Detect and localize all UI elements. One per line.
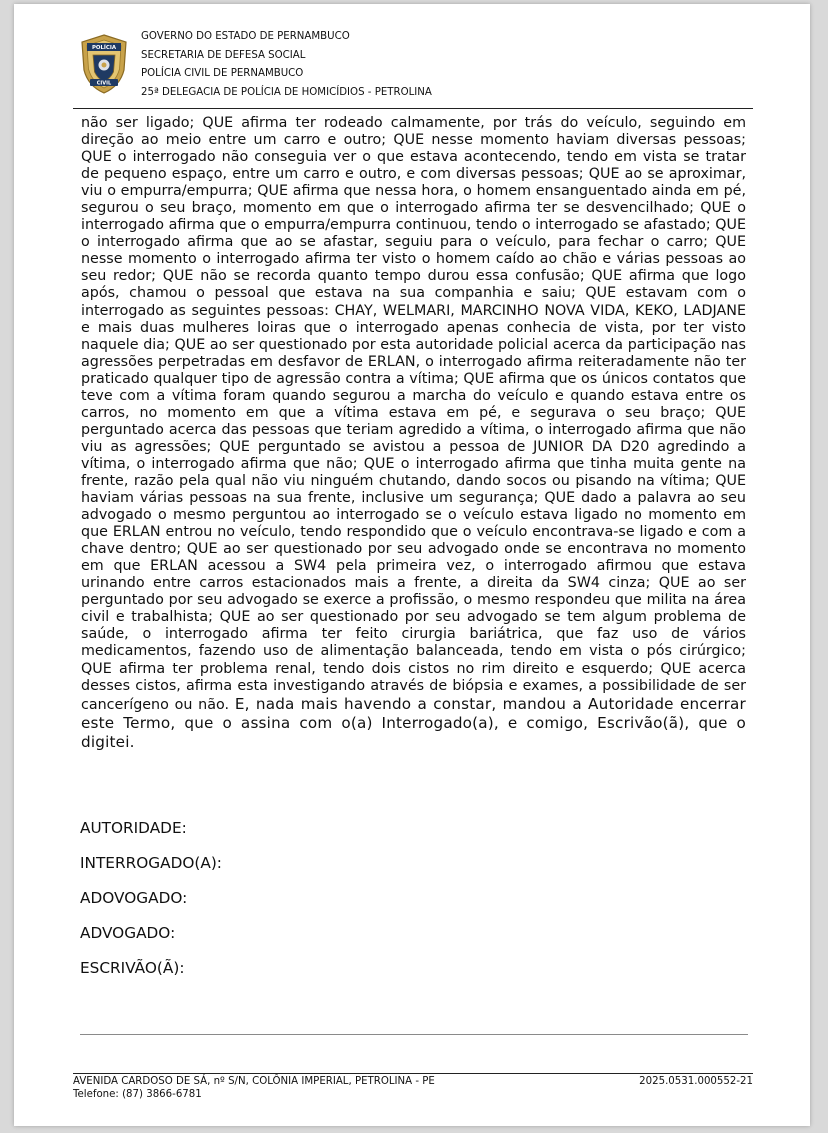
police-badge-icon [80, 34, 128, 94]
header-police: POLÍCIA CIVIL DE PERNAMBUCO [141, 68, 304, 80]
signature-advogado: ADVOGADO: [80, 924, 176, 942]
badge-top-text: POLÍCIA [91, 45, 117, 52]
letterhead [141, 28, 432, 102]
testimony-body [81, 115, 746, 752]
footer-divider [73, 1073, 753, 1074]
signature-autoridade: AUTORIDADE: [80, 819, 187, 837]
testimony-paragraph [81, 115, 746, 752]
signature-block [80, 818, 222, 993]
signature-interrogado: INTERROGADO(A): [80, 854, 222, 872]
footer-contact [73, 1076, 435, 1101]
header-divider [73, 108, 753, 109]
closing-text: E, nada mais havendo a constar, mandou a Autoridade encerrar este Termo, que o assina com o(a) Interrogado(a), e comigo, Escrivão(ã), que o digitei. [81, 694, 746, 751]
badge-bottom-text: CIVIL [96, 80, 112, 87]
document-number: 2025.0531.000552-21 [639, 1076, 753, 1087]
testimony-text: não ser ligado; QUE afirma ter rodeado calmamente, por trás do veículo, seguindo em direção ao meio entre um carro e outro; QUE nesse momento haviam diversas pessoas; QUE o interrogado não conseguia ver o que estava acontecendo, tendo em vista se tratar de pequeno espaço, entre um carro e outro, e com diversas pessoas; QUE ao se aproximar, viu o empurra/empurra; QUE afirma que nessa hora, o homem ensanguentado ainda em pé, segurou o seu braço, momento em que o interrogado afirma ter se desvencilhado; QUE o interrogado afirma que o empurra/empurra continuou, tendo o interrogado se afastado; QUE o interrogado afirma que ao se afastar, seguiu para o veículo, para fechar o carro; QUE nesse momento o interrogado afirma ter visto o homem caído ao chão e várias pessoas ao seu redor; QUE não se recorda quanto tempo durou essa confusão; QUE afirma que logo após, chamou o pessoal que estava na sua companhia e saiu; QUE estavam com o interrogado as seguintes pessoas: CHAY, WELMARI, MARCINHO NOVA VIDA, KEKO, LADJANE e mais duas mulheres loiras que o interrogado apenas conhecia de vista, por ter visto naquele dia; QUE ao ser questionado por esta autoridade policial acerca da participação nas agressões perpetradas em desfavor de ERLAN, o interrogado afirma reiteradamente não ter praticado qualquer tipo de agressão contra a vítima; QUE afirma que os únicos contatos que teve com a vítima foram quando segurou a marcha do veículo e quando estava entre os carros, no momento em que a vítima estava em pé, e segurava o seu braço; QUE perguntado acerca das pessoas que teriam agredido a vítima, o interrogado afirma que não viu as agressões; QUE perguntado se avistou a pessoa de JUNIOR DA D20 agredindo a vítima, o interrogado afirma que não; QUE o interrogado afirma que tinha muita gente na frente, razão pela qual não viu ninguém chutando, dando socos ou pisando na vítima; QUE haviam várias pessoas na sua frente, inclusive um segurança; QUE dado a palavra ao seu advogado o mesmo perguntou ao interrogado se o veículo estava ligado no momento em que ERLAN entrou no veículo, tendo respondido que o veículo encontrava-se ligado e com a chave dentro; QUE ao ser questionado por seu advogado onde se encontrava no momento em que ERLAN acessou a SW4 pela primeira vez, o interrogado afirmou que estava urinando entre carros estacionados mais a frente, a direita da SW4 cinza; QUE ao ser perguntado por seu advogado se exerce a profissão, o mesmo respondeu que milita na área civil e trabalhista; QUE ao ser questionado por seu advogado se tem algum problema de saúde, o interrogado afirma ter feito cirurgia bariátrica, que faz uso de vários medicamentos, fazendo uso de alimentação balanceada, tendo em vista o pós cirúrgico; QUE afirma ter problema renal, tendo dois cistos no rim direito e esquerdo; QUE acerca desses cistos, afirma esta investigando através de biópsia e exames, a possibilidade de ser cancerígeno ou não. [81, 115, 746, 713]
document-page [14, 4, 810, 1126]
signature-escrivao: ESCRIVÃO(Ã): [80, 959, 185, 977]
header-precinct: 25ª DELEGACIA DE POLÍCIA DE HOMICÍDIOS - PETROLINA [141, 86, 432, 98]
signature-adovogado: ADOVOGADO: [80, 889, 188, 907]
signature-divider [80, 1034, 748, 1035]
header-secretariat: SECRETARIA DE DEFESA SOCIAL [141, 49, 306, 61]
header-government: GOVERNO DO ESTADO DE PERNAMBUCO [141, 31, 350, 42]
footer-address: AVENIDA CARDOSO DE SÁ, nº S/N, COLÔNIA IMPERIAL, PETROLINA - PE [73, 1076, 435, 1087]
footer-phone: Telefone: (87) 3866-6781 [73, 1088, 202, 1100]
